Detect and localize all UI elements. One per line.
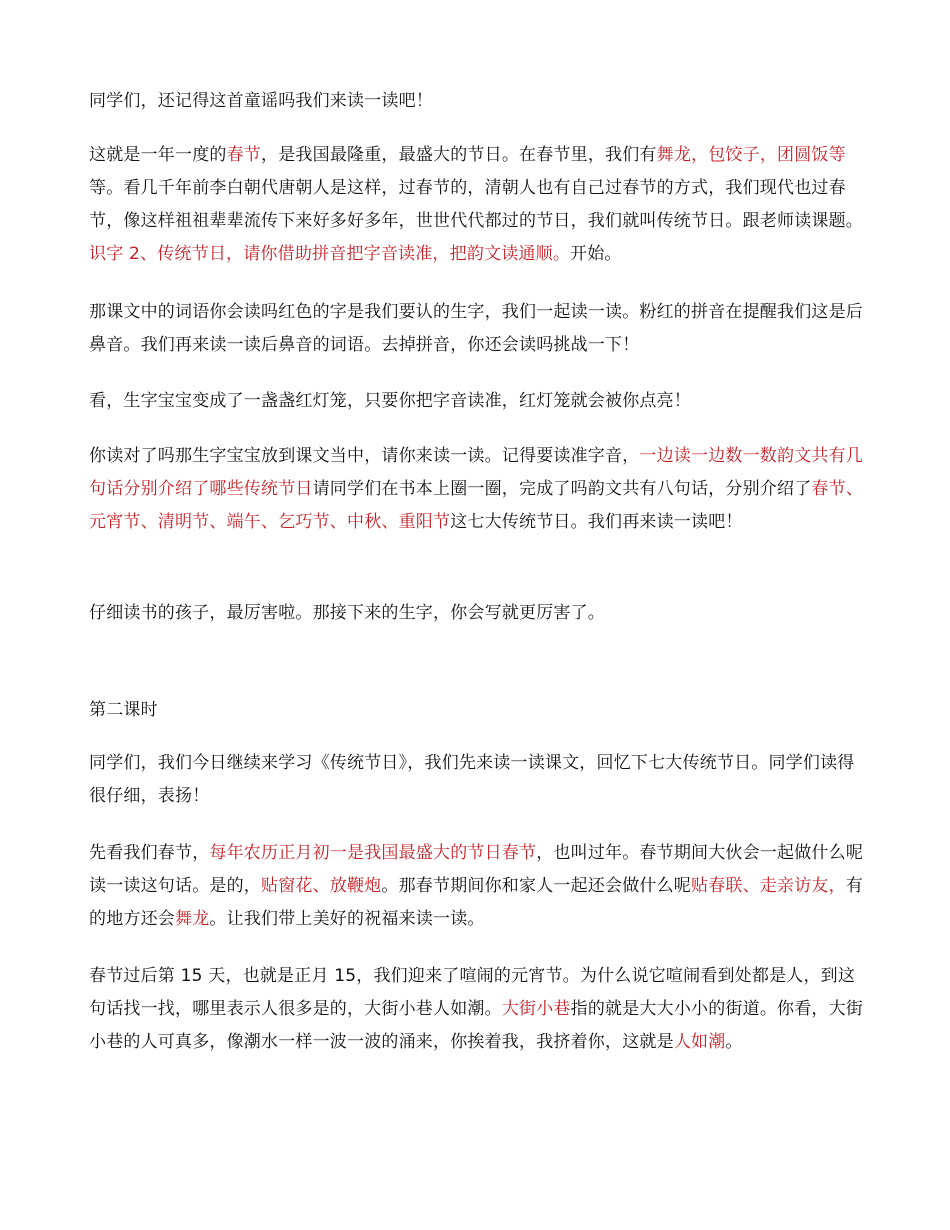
highlighted-text: 人如潮 (673, 1032, 726, 1052)
paragraph-5 (89, 440, 865, 539)
paragraph-8 (89, 837, 865, 936)
text-segment: ，是我国最隆重，最盛大的节日。在春节里，我们有 (261, 145, 657, 165)
paragraph-3 (89, 296, 865, 362)
highlighted-text: 舞龙，包饺子，团圆饭等 (656, 145, 846, 165)
highlighted-text: 一边读一边数一数韵文共有几句话分别介绍了哪些传统节日 (89, 446, 864, 499)
paragraph-9 (89, 960, 865, 1059)
text-segment: 请同学们在书本上圈一圈，完成了吗韵文共有八句话，分别介绍了 (312, 479, 812, 499)
paragraph-2 (89, 139, 865, 271)
highlighted-text: 每年农历正月初一是我国最盛大的节日春节 (209, 843, 537, 863)
paragraph-7 (89, 747, 865, 813)
text-segment: 春节过后第 15 天，也就是正月 15，我们迎来了喧闹的元宵节。为什么说它喧闹看到处都是人，到这句话找一找，哪里表示人很多是的，大街小巷人如潮。 (89, 966, 856, 1019)
text-segment: 这七大传统节日。我们再来读一读吧！ (450, 512, 743, 532)
section-heading (89, 694, 865, 727)
text-segment: 同学们，我们今日继续来学习《传统节日》，我们先来读一读课文，回忆下七大传统节日。同学们读得很仔细，表扬！ (89, 753, 855, 806)
paragraph-1 (89, 85, 865, 118)
text-segment: 指的就是大大小小的街道。你看，大街小巷的人可真多，像潮水一样一波一波的涌来，你挨着我，我挤着你，这就是 (89, 999, 864, 1052)
highlighted-text: 春节、元宵节、清明节、端午、乞巧节、中秋、重阳节 (89, 479, 864, 532)
text-segment: 。那春节期间你和家人一起还会做什么呢 (381, 876, 692, 896)
highlighted-text: 贴春联、走亲访友， (691, 876, 846, 896)
text-segment: 第二课时 (89, 700, 158, 720)
text-segment: 仔细读书的孩子，最厉害啦。那接下来的生字，你会写就更厉害了。 (89, 603, 605, 623)
highlighted-text: 大街小巷 (501, 999, 571, 1019)
text-segment: 看，生字宝宝变成了一盏盏红灯笼，只要你把字音读准，红灯笼就会被你点亮！ (89, 391, 691, 411)
paragraph-6 (89, 597, 865, 630)
paragraph-4 (89, 385, 865, 418)
highlighted-text: 舞龙 (175, 909, 210, 929)
text-segment: 这就是一年一度的 (89, 145, 227, 165)
highlighted-text: 春节 (226, 145, 262, 165)
highlighted-text: 识字 2、传统节日，请你借助拼音把字音读准，把韵文读通顺。 (89, 244, 571, 264)
text-segment: 开始。 (570, 244, 622, 264)
text-segment: 你读对了吗那生字宝宝放到课文当中，请你来读一读。记得要读准字音， (89, 446, 640, 466)
text-segment: 。让我们带上美好的祝福来读一读。 (209, 909, 485, 929)
text-segment: 同学们，还记得这首童谣吗我们来读一读吧！ (89, 91, 433, 111)
highlighted-text: 贴窗花、放鞭炮 (261, 876, 382, 896)
text-segment: 等。看几千年前李白朝代唐朝人是这样，过春节的，清朝人也有自己过春节的方式，我们现代也过春节，像这样祖祖辈辈流传下来好多好多年，世世代代都过的节日，我们就叫传统节日。跟老师读课题。 (89, 178, 863, 231)
text-segment: 那课文中的词语你会读吗红色的字是我们要认的生字，我们一起读一读。粉红的拼音在提醒我们这是后鼻音。我们再来读一读后鼻音的词语。去掉拼音，你还会读吗挑战一下！ (89, 302, 863, 355)
text-segment: ，也叫过年。春节期间大伙会一起做什么呢读一读这句话。是的， (89, 843, 864, 896)
text-segment: 有的地方还会 (89, 876, 864, 929)
text-segment: 。 (725, 1032, 743, 1052)
text-segment: 先看我们春节， (89, 843, 210, 863)
